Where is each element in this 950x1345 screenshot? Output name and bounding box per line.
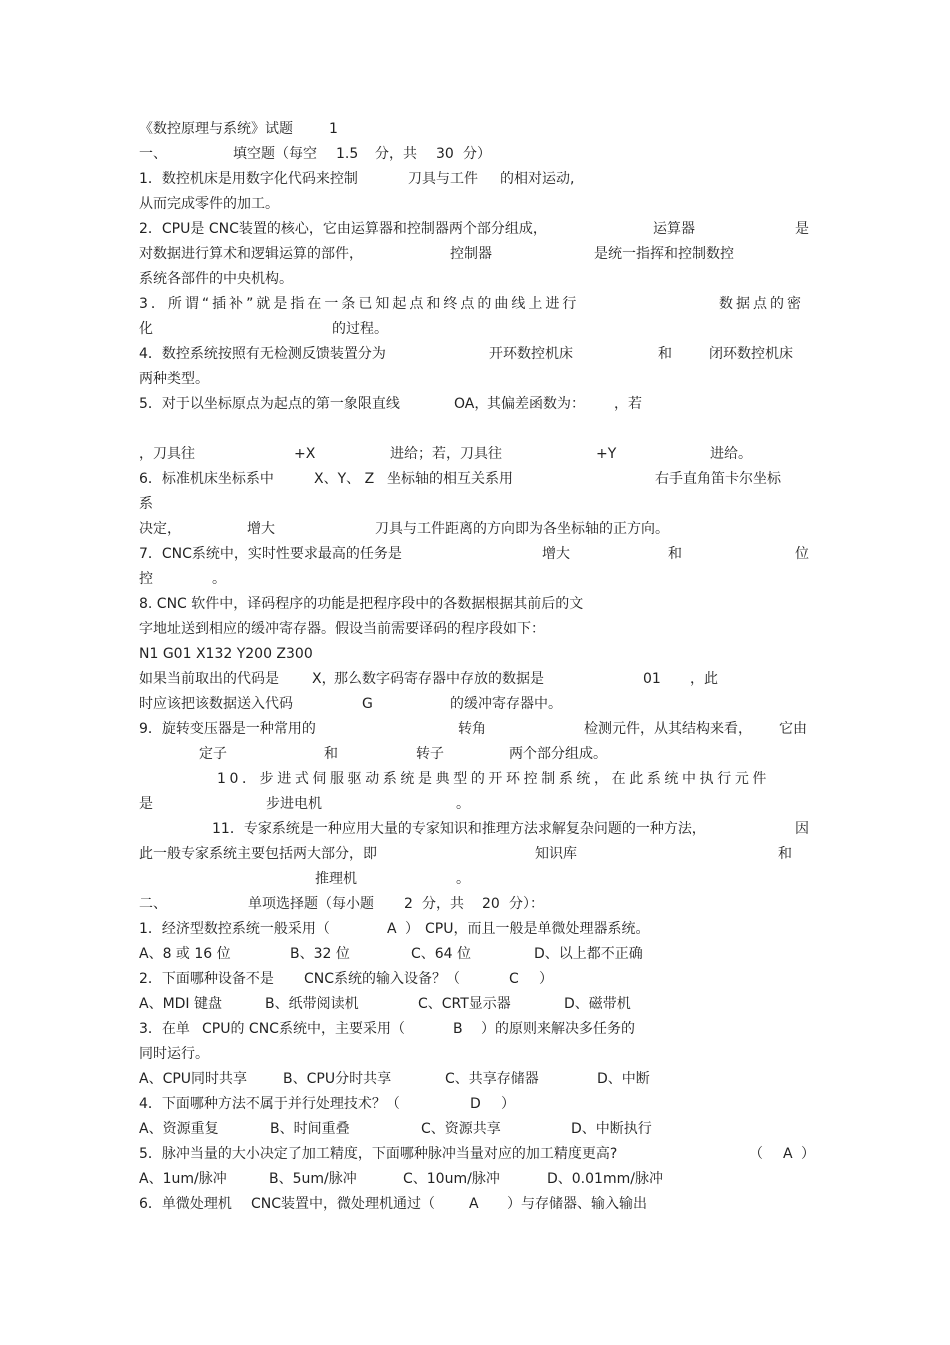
question-text: 。	[456, 871, 470, 887]
answer-text: 开环数控机床	[489, 346, 573, 362]
answer-text: B	[453, 1021, 463, 1037]
question-text: 此一般专家系统主要包括两大部分，即	[139, 846, 377, 862]
answer-text: 推理机	[315, 871, 357, 887]
choice-question-5	[139, 1144, 815, 1164]
question-text: 4．数控系统按照有无检测反馈装置分为	[139, 346, 386, 362]
answer-text: 01	[643, 671, 661, 687]
question-text: 4．下面哪种方法不属于并行处理技术？（	[139, 1096, 400, 1112]
question-text: 系	[139, 496, 153, 512]
option-a: A、8 或 16 位	[139, 946, 231, 962]
answer-text: 知识库	[535, 846, 577, 862]
section-choice-header	[139, 894, 811, 914]
question-text: 是统一指挥和控制数控	[594, 246, 734, 262]
answer-text: 转角	[458, 721, 486, 737]
question-11	[139, 819, 811, 839]
choice-question-3-cont	[139, 1044, 811, 1064]
option-d: D、0.01mm/脉冲	[547, 1171, 663, 1187]
question-text: 坐标轴的相互关系用	[387, 471, 513, 487]
choice-question-6	[139, 1194, 811, 1214]
question-text: CPU的 CNC系统中，主要采用（	[202, 1021, 405, 1037]
question-1	[139, 169, 811, 189]
question-4-cont	[139, 369, 811, 389]
answer-text: 位	[795, 546, 809, 562]
question-text: 5．对于以坐标原点为起点的第一象限直线	[139, 396, 400, 412]
question-text: 从而完成零件的加工。	[139, 196, 279, 212]
section-label: 填空题（每空	[233, 146, 317, 162]
option-d: D、中断执行	[571, 1121, 652, 1137]
question-6	[139, 469, 811, 489]
question-11-cont	[139, 869, 811, 889]
question-text: ）	[801, 1146, 815, 1162]
section-label: 单项选择题（每小题	[248, 896, 374, 912]
answer-text: 运算器	[653, 221, 695, 237]
option-a: A、1um/脉冲	[139, 1171, 227, 1187]
question-text: 的相对运动,	[500, 171, 575, 187]
option-d: D、磁带机	[564, 996, 631, 1012]
question-text: CNC装置中，微处理机通过（	[251, 1196, 436, 1212]
question-1-cont	[139, 194, 811, 214]
question-8-cont	[139, 669, 811, 689]
answer-text: 控制器	[450, 246, 492, 262]
answer-text: 增大	[247, 521, 275, 537]
question-2-cont	[139, 269, 811, 289]
question-8	[139, 594, 811, 614]
question-text: ，刀具往	[139, 446, 195, 462]
question-text: 两种类型。	[139, 371, 209, 387]
question-6-cont	[139, 494, 811, 514]
question-text: 6．单微处理机	[139, 1196, 232, 1212]
title-text: 《数控原理与系统》试题	[139, 121, 293, 137]
question-text: 3．所谓“插补”就是指在一条已知起点和终点的曲线上进行	[139, 296, 580, 312]
answer-text: G	[362, 696, 373, 712]
title-number: 1	[329, 121, 338, 137]
question-text: CPU，而且一般是单微处理器系统。	[425, 921, 650, 937]
question-text: 进给；若，刀具往	[390, 446, 502, 462]
question-text: 和	[778, 846, 792, 862]
question-text: （	[749, 1146, 763, 1162]
question-text: 10．步进式伺服驱动系统是典型的开环控制系统，在此系统中执行元件	[217, 771, 771, 787]
question-text: 检测元件，从其结构来看，	[584, 721, 752, 737]
question-text: ，此	[690, 671, 718, 687]
question-text: 2．下面哪种设备不是	[139, 971, 274, 987]
section-total-label: 分）	[463, 146, 491, 162]
question-text: X，	[312, 671, 336, 687]
section-fill-header	[139, 144, 811, 164]
option-a: A、资源重复	[139, 1121, 219, 1137]
option-d: D、以上都不正确	[534, 946, 643, 962]
question-text: 1．经济型数控系统一般采用（	[139, 921, 330, 937]
question-text: 的缓冲寄存器中。	[450, 696, 562, 712]
question-text: 那么数字码寄存器中存放的数据是	[334, 671, 544, 687]
answer-text: 数据点的密	[719, 296, 804, 312]
choice-question-2	[139, 969, 811, 989]
question-8-cont	[139, 619, 811, 639]
option-b: B、32 位	[290, 946, 350, 962]
section-total: 30	[436, 146, 454, 162]
question-text: CNC系统的输入设备？（	[304, 971, 461, 987]
question-text: 字地址送到相应的缓冲寄存器。假设当前需要译码的程序段如下：	[139, 621, 545, 637]
question-text: 因	[795, 821, 809, 837]
question-8-code	[139, 644, 811, 664]
answer-text: +X	[294, 446, 316, 462]
option-c: C、共享存储器	[445, 1071, 539, 1087]
question-text: 两个部分组成。	[509, 746, 607, 762]
section-total-label: 分）：	[509, 896, 544, 912]
question-7-cont	[139, 569, 811, 589]
choice-options-4	[139, 1119, 811, 1139]
section-points: 2	[404, 896, 413, 912]
exam-title	[139, 119, 811, 139]
answer-text: 增大	[542, 546, 570, 562]
answer-text: 化	[139, 321, 153, 337]
answer-text: 右手直角笛卡尔坐标	[655, 471, 781, 487]
question-text: 其偏差函数为：	[487, 396, 585, 412]
question-text: ）	[539, 971, 553, 987]
question-text: 6．标准机床坐标系中	[139, 471, 274, 487]
answer-text: A	[387, 921, 397, 937]
question-10	[139, 769, 811, 789]
question-text: 决定，	[139, 521, 181, 537]
option-a: A、MDI 键盘	[139, 996, 223, 1012]
answer-text: A	[783, 1146, 793, 1162]
question-text: 它由	[779, 721, 807, 737]
question-text: ）	[405, 921, 419, 937]
question-text: 的过程。	[332, 321, 388, 337]
answer-text: 定子	[199, 746, 227, 762]
question-text: 2．CPU是 CNC装置的核心，它由运算器和控制器两个部分组成，	[139, 221, 547, 237]
question-10-cont	[139, 794, 811, 814]
option-c: C、资源共享	[421, 1121, 501, 1137]
option-a: A、CPU同时共享	[139, 1071, 248, 1087]
choice-options-1	[139, 944, 811, 964]
section-points-label: 分，共	[375, 146, 417, 162]
option-c: C、10um/脉冲	[403, 1171, 500, 1187]
question-text: 3．在单	[139, 1021, 190, 1037]
option-c: C、CRT显示器	[418, 996, 511, 1012]
question-text: 刀具与工件距离的方向即为各坐标轴的正方向。	[375, 521, 669, 537]
answer-text: 刀具与工件	[408, 171, 478, 187]
question-text: 1．数控机床是用数字化代码来控制	[139, 171, 358, 187]
choice-question-4	[139, 1094, 811, 1114]
question-text: 7．CNC系统中，实时性要求最高的任务是	[139, 546, 402, 562]
question-8-cont	[139, 694, 811, 714]
answer-text: D	[470, 1096, 481, 1112]
section-points-label: 分，共	[422, 896, 464, 912]
option-b: B、CPU分时共享	[283, 1071, 392, 1087]
question-text: 11．专家系统是一种应用大量的专家知识和推理方法求解复杂问题的一种方法，	[212, 821, 706, 837]
question-text: 同时运行。	[139, 1046, 209, 1062]
choice-options-5	[139, 1169, 811, 1189]
question-2-cont	[139, 244, 811, 264]
question-2	[139, 219, 811, 239]
question-5-cont	[139, 444, 811, 464]
question-6-cont	[139, 519, 811, 539]
choice-question-3	[139, 1019, 811, 1039]
option-c: C、64 位	[411, 946, 472, 962]
section-points: 1.5	[336, 146, 359, 162]
question-text: 如果当前取出的代码是	[139, 671, 279, 687]
section-total: 20	[482, 896, 500, 912]
question-text: 和	[668, 546, 682, 562]
option-b: B、时间重叠	[270, 1121, 350, 1137]
question-text: 是	[795, 221, 809, 237]
question-4	[139, 344, 811, 364]
question-text: ）的原则来解决多任务的	[481, 1021, 635, 1037]
question-text: ，若	[614, 396, 642, 412]
option-b: B、纸带阅读机	[265, 996, 359, 1012]
section-number: 二、	[139, 896, 167, 912]
question-11-cont	[139, 844, 811, 864]
question-9	[139, 719, 811, 739]
option-b: B、5um/脉冲	[269, 1171, 357, 1187]
question-text: OA，	[454, 396, 489, 412]
choice-options-3	[139, 1069, 811, 1089]
question-text: 是	[139, 796, 153, 812]
question-text: 系统各部件的中央机构。	[139, 271, 293, 287]
choice-question-1	[139, 919, 811, 939]
question-7	[139, 544, 811, 564]
question-text: ）	[501, 1096, 515, 1112]
question-3-cont	[139, 319, 811, 339]
choice-options-2	[139, 994, 811, 1014]
question-text: 9．旋转变压器是一种常用的	[139, 721, 316, 737]
question-text: X、Y、 Z	[314, 471, 375, 487]
question-text: 进给。	[710, 446, 752, 462]
section-number: 一、	[139, 146, 167, 162]
code-text: N1 G01 X132 Y200 Z300	[139, 646, 313, 662]
answer-text: A	[469, 1196, 479, 1212]
question-text: ）与存储器、输入输出	[507, 1196, 647, 1212]
question-5	[139, 394, 811, 414]
answer-text: +Y	[596, 446, 617, 462]
question-9-cont	[139, 744, 811, 764]
question-3	[139, 294, 811, 314]
question-text: 。	[456, 796, 470, 812]
answer-text: 控	[139, 571, 153, 587]
answer-text: 闭环数控机床	[709, 346, 793, 362]
question-text: 时应该把该数据送入代码	[139, 696, 293, 712]
answer-text: 转子	[416, 746, 444, 762]
answer-text: C	[509, 971, 519, 987]
question-text: 和	[658, 346, 672, 362]
question-text: 8. CNC 软件中，译码程序的功能是把程序段中的各数据根据其前后的文	[139, 596, 584, 612]
question-text: 对数据进行算术和逻辑运算的部件，	[139, 246, 363, 262]
option-d: D、中断	[597, 1071, 650, 1087]
question-text: 和	[324, 746, 338, 762]
answer-text: 步进电机	[266, 796, 322, 812]
question-text: 。	[212, 571, 226, 587]
question-text: 5．脉冲当量的大小决定了加工精度，下面哪种脉冲当量对应的加工精度更高?	[139, 1146, 618, 1162]
